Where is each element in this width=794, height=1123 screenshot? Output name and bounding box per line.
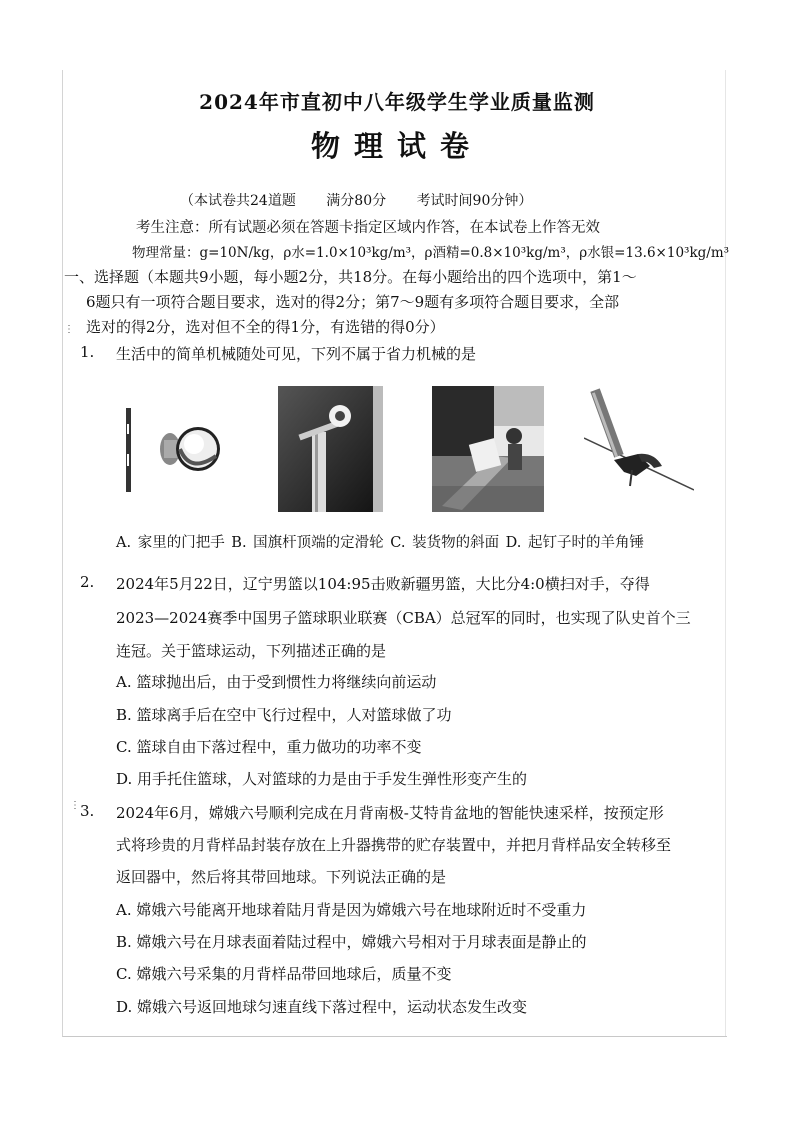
exam-title: 2024年市直初中八年级学生学业质量监测	[199, 90, 595, 114]
subject-title: 物理试卷	[310, 129, 483, 163]
constant-rho-water: ρ水=1.0×10³kg/m³，	[283, 245, 425, 261]
candidate-notice: 考生注意：所有试题必须在答题卡指定区域内作答，在本试卷上作答无效	[136, 220, 600, 236]
question-number: 3.	[80, 802, 95, 820]
option-a: A. 篮球抛出后，由于受到惯性力将继续向前运动	[116, 673, 437, 691]
question-text: 返回器中，然后将其带回地球。下列说法正确的是	[116, 868, 447, 886]
exam-time: 考试时间90分钟）	[416, 193, 533, 209]
question-number: 1.	[80, 343, 95, 361]
fixed-pulley-image	[278, 386, 383, 512]
physics-constants	[132, 241, 729, 261]
constant-g: g=10N/kg，	[199, 245, 284, 261]
door-knob-image	[120, 404, 230, 496]
exam-info	[180, 190, 558, 210]
question-text: 2024年6月，嫦娥六号顺利完成在月背南极-艾特肯盆地的智能快速采样，按预定形	[116, 804, 664, 822]
constant-rho-alcohol: ρ酒精=0.8×10³kg/m³，	[424, 245, 580, 261]
binding-dots: ⋮	[64, 324, 74, 335]
section-line: 一、选择题（本题共9小题，每小题2分，共18分。在每小题给出的四个选项中，第1～	[64, 268, 637, 286]
option-b: B. 篮球离手后在空中飞行过程中，人对篮球做了功	[116, 706, 452, 724]
total-score: 满分80分	[326, 193, 387, 209]
section-line: 选对的得2分，选对但不全的得1分，有选错的得0分）	[86, 318, 445, 336]
binding-dots: ⋮	[70, 800, 80, 811]
option-c: C. 嫦娥六号采集的月背样品带回地球后，质量不变	[116, 965, 452, 983]
sheet-right-edge	[725, 70, 726, 1036]
option-c: C. 篮球自由下落过程中，重力做功的功率不变	[116, 738, 422, 756]
question-text: 式将珍贵的月背样品封装存放在上升器携带的贮存装置中，并把月背样品安全转移至	[116, 836, 672, 854]
option-d: D. 嫦娥六号返回地球匀速直线下落过程中，运动状态发生改变	[116, 998, 528, 1016]
question-text: 生活中的简单机械随处可见，下列不属于省力机械的是	[116, 345, 477, 363]
option-d: D. 用手托住篮球，人对篮球的力是由于手发生弹性形变产生的	[116, 770, 528, 788]
question-text: 2023—2024赛季中国男子篮球职业联赛（CBA）总冠军的同时，也实现了队史首个三	[116, 609, 691, 627]
section-instructions	[64, 265, 724, 340]
option-a: A. 嫦娥六号能离开地球着陆月背是因为嫦娥六号在地球附近时不受重力	[116, 901, 587, 919]
inclined-plane-image	[432, 386, 544, 512]
constant-rho-mercury: ρ水银=13.6×10³kg/m³	[579, 245, 730, 261]
constants-prefix: 物理常量：	[132, 245, 200, 261]
q1-options-caption: A. 家里的门把手 B. 国旗杆顶端的定滑轮 C. 装货物的斜面 D. 起钉子时的羊角锤	[116, 535, 645, 551]
option-b: B. 嫦娥六号在月球表面着陆过程中，嫦娥六号相对于月球表面是静止的	[116, 933, 587, 951]
section-line: 6题只有一项符合题目要求，选对的得2分；第7～9题有多项符合题目要求，全部	[86, 293, 620, 311]
question-count: （本试卷共24道题	[180, 193, 296, 209]
claw-hammer-image	[584, 386, 694, 496]
question-text: 连冠。关于篮球运动，下列描述正确的是	[116, 642, 387, 660]
question-number: 2.	[80, 573, 95, 591]
question-text: 2024年5月22日，辽宁男篮以104:95击败新疆男篮，大比分4:0横扫对手，夺得	[116, 575, 650, 593]
